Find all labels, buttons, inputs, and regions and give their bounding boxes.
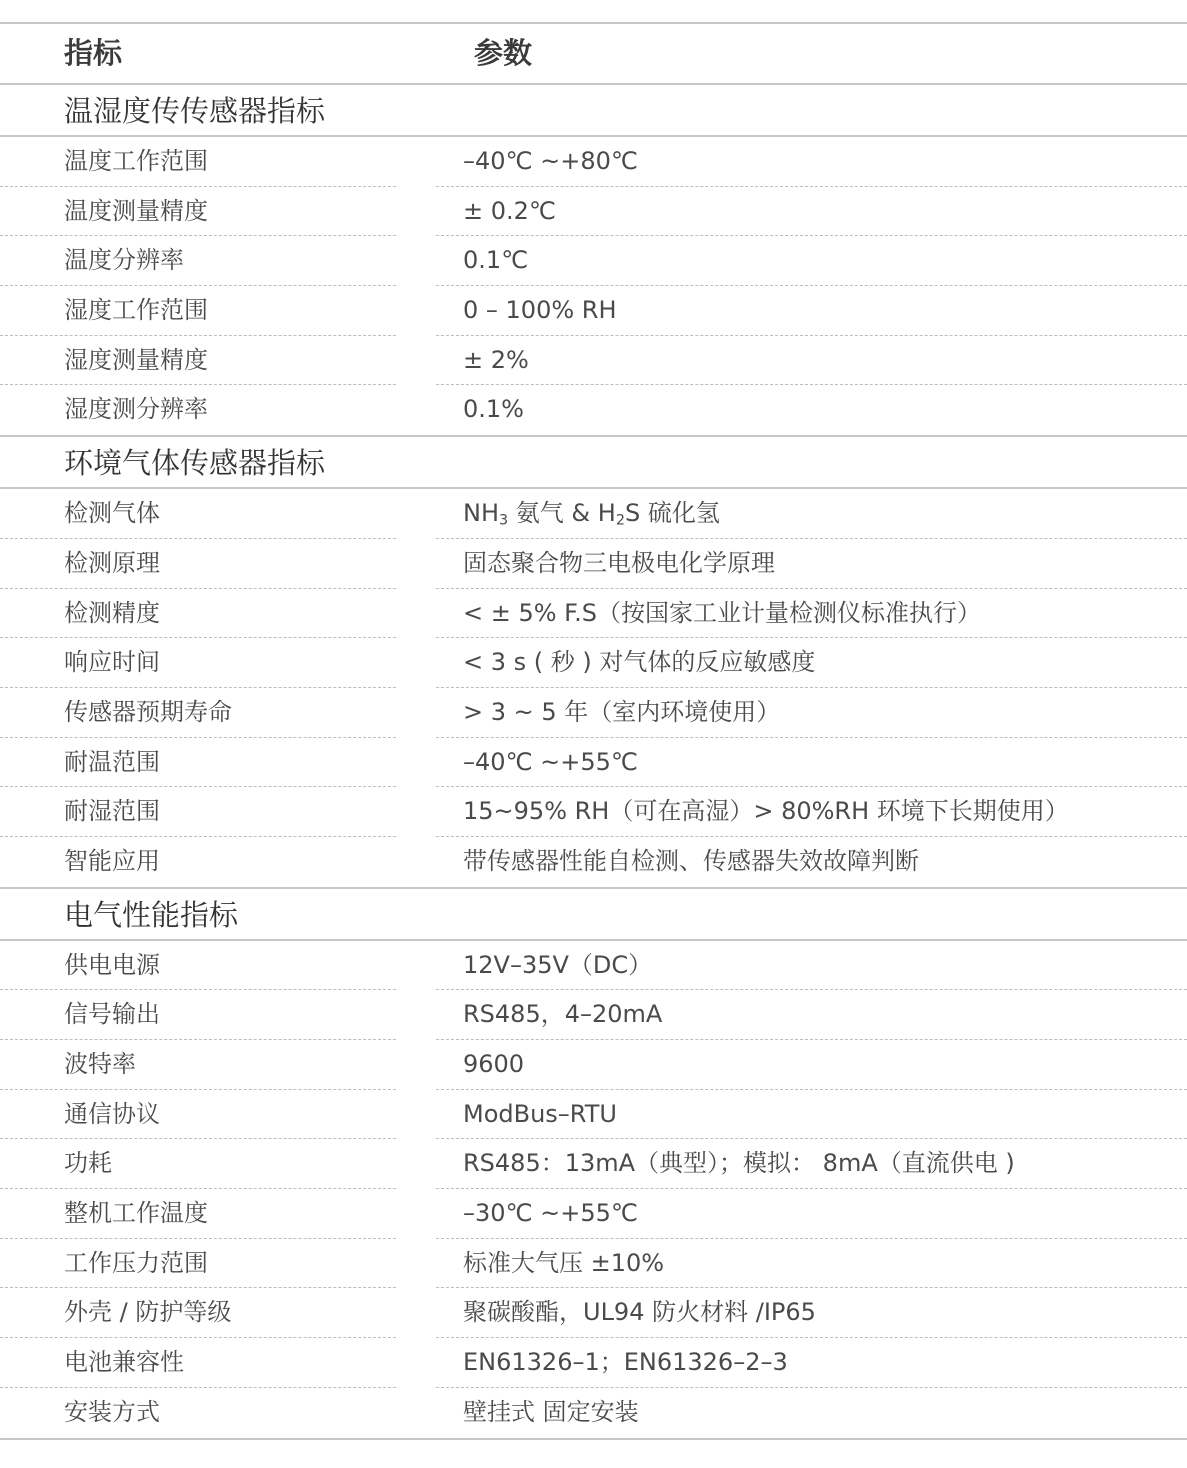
row-name: 响应时间 xyxy=(64,648,160,677)
table-row xyxy=(0,1139,1187,1189)
row-value: –30℃ ~+55℃ xyxy=(463,1199,638,1228)
section-title-electrical xyxy=(0,887,1187,941)
row-name: 温度分辨率 xyxy=(64,246,184,275)
row-value: 15~95% RH（可在高湿）> 80%RH 环境下长期使用） xyxy=(463,797,1069,826)
row-name: 耐湿范围 xyxy=(64,797,160,826)
table-row xyxy=(0,1288,1187,1338)
row-value: 9600 xyxy=(463,1050,525,1078)
table-row xyxy=(0,787,1187,837)
row-name: 波特率 xyxy=(64,1050,136,1078)
header-parameter: 参数 xyxy=(474,36,533,70)
row-value: 12V–35V（DC） xyxy=(463,950,653,979)
row-name: 湿度测量精度 xyxy=(64,345,208,374)
row-name: 整机工作温度 xyxy=(64,1199,208,1228)
row-name: 检测原理 xyxy=(64,548,160,577)
gas-h-subscript: 2 xyxy=(615,512,625,529)
row-value xyxy=(463,489,720,538)
table-row xyxy=(0,137,1187,187)
row-value: EN61326–1；EN61326–2–3 xyxy=(463,1348,788,1377)
row-name: 工作压力范围 xyxy=(64,1248,208,1277)
table-row xyxy=(0,539,1187,589)
header-indicator: 指标 xyxy=(64,36,123,70)
row-value: –40℃ ~+80℃ xyxy=(463,147,638,175)
table-row xyxy=(0,489,1187,539)
row-value: 0 – 100% RH xyxy=(463,296,617,325)
table-row xyxy=(0,1040,1187,1090)
table-row xyxy=(0,336,1187,386)
row-name: 供电电源 xyxy=(64,950,160,979)
row-name: 智能应用 xyxy=(64,846,160,875)
gas-s-text: S 硫化氢 xyxy=(624,499,720,528)
row-value: > 3 ~ 5 年（室内环境使用） xyxy=(463,697,781,726)
row-value: 壁挂式 固定安装 xyxy=(463,1397,639,1426)
table-row xyxy=(0,638,1187,688)
table-row xyxy=(0,688,1187,738)
row-name: 湿度测分辨率 xyxy=(64,395,208,424)
gas-nh-subscript: 3 xyxy=(499,512,509,529)
table-row xyxy=(0,286,1187,336)
row-name: 传感器预期寿命 xyxy=(64,697,232,726)
row-name: 耐温范围 xyxy=(64,747,160,776)
row-name: 检测气体 xyxy=(64,499,160,528)
table-row xyxy=(0,236,1187,286)
row-value: –40℃ ~+55℃ xyxy=(463,747,638,776)
table-row xyxy=(0,941,1187,991)
row-name: 功耗 xyxy=(64,1149,112,1178)
row-name: 电池兼容性 xyxy=(64,1348,184,1377)
table-row xyxy=(0,1189,1187,1239)
section-title: 环境气体传感器指标 xyxy=(64,446,326,481)
gas-h-text: 氨气 & H xyxy=(508,499,616,528)
row-name: 安装方式 xyxy=(64,1397,160,1426)
table-row xyxy=(0,187,1187,237)
row-value: 0.1℃ xyxy=(463,246,529,275)
table-row xyxy=(0,1338,1187,1388)
row-name: 湿度工作范围 xyxy=(64,296,208,325)
table-row xyxy=(0,738,1187,788)
row-value: 标准大气压 ±10% xyxy=(463,1248,665,1277)
table-row xyxy=(0,589,1187,639)
row-value: < ± 5% F.S（按国家工业计量检测仪标准执行） xyxy=(463,598,981,627)
table-header xyxy=(0,24,1187,85)
table-row xyxy=(0,1090,1187,1140)
spec-table xyxy=(0,22,1187,1440)
section-title-gas-sensor xyxy=(0,435,1187,489)
row-name: 温度测量精度 xyxy=(64,196,208,225)
table-row xyxy=(0,837,1187,887)
row-value: 固态聚合物三电极电化学原理 xyxy=(463,548,775,577)
table-row xyxy=(0,1388,1187,1438)
row-value: ± 2% xyxy=(463,345,529,374)
row-value: ModBus–RTU xyxy=(463,1099,617,1128)
row-name: 检测精度 xyxy=(64,598,160,627)
bottom-rule xyxy=(0,1438,1187,1440)
row-value: RS485，4–20mA xyxy=(463,1000,663,1029)
row-value: 聚碳酸酯，UL94 防火材料 /IP65 xyxy=(463,1298,816,1327)
row-value: 带传感器性能自检测、传感器失效故障判断 xyxy=(463,846,919,875)
table-row xyxy=(0,990,1187,1040)
row-value: 0.1% xyxy=(463,395,524,424)
row-name: 外壳 / 防护等级 xyxy=(64,1298,232,1327)
row-name: 信号输出 xyxy=(64,1000,160,1029)
section-title-temp-humidity xyxy=(0,85,1187,137)
table-row xyxy=(0,1239,1187,1289)
row-value: RS485：13mA（典型）；模拟： 8mA（直流供电 ) xyxy=(463,1149,1015,1178)
row-name: 温度工作范围 xyxy=(64,147,208,175)
table-row xyxy=(0,385,1187,435)
section-title: 电气性能指标 xyxy=(64,897,239,932)
row-value: ± 0.2℃ xyxy=(463,196,556,225)
section-title: 温湿度传传感器指标 xyxy=(64,94,326,128)
row-name: 通信协议 xyxy=(64,1099,160,1128)
gas-nh-text: NH xyxy=(463,499,499,528)
row-value: < 3 s ( 秒 ) 对气体的反应敏感度 xyxy=(463,648,816,677)
